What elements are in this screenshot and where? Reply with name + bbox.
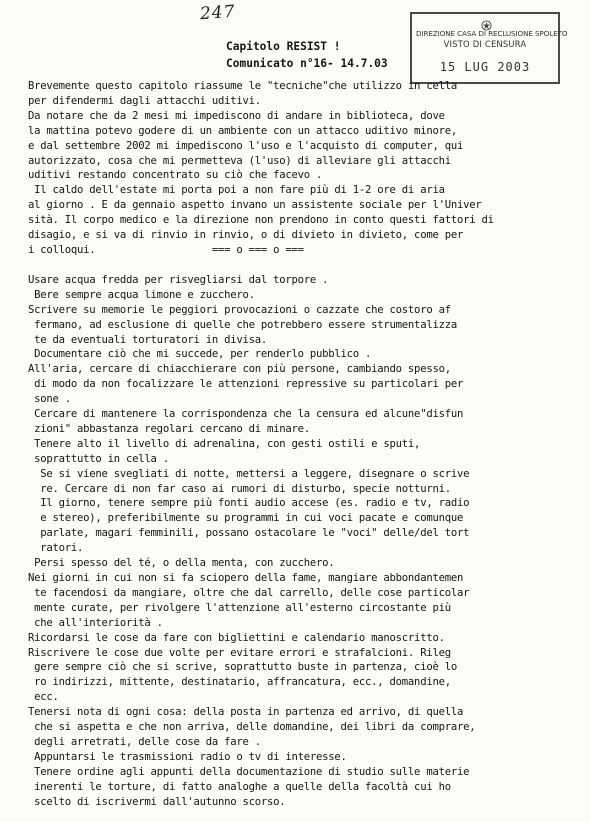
text-line: Tenersi nota di ogni cosa: della posta in partenza ed arrivo, di quella	[28, 706, 464, 719]
text-line: che si aspetta e che non arriva, delle domandine, dei libri da comprare,	[28, 721, 476, 734]
text-line: Brevemente questo capitolo riassume le "tecniche"che utilizzo in cella	[28, 80, 457, 92]
text-line: Cercare di mantenere la corrispondenza che la censura ed alcune"disfun	[28, 408, 464, 421]
text-line: sone .	[28, 393, 71, 406]
text-line: sità. Il corpo medico e la direzione non prendono in conto questi fattori di	[28, 214, 494, 227]
intro-section	[28, 79, 578, 258]
text-line: Usare acqua fredda per risvegliarsi dal torpore .	[28, 273, 329, 286]
text-line: Tenere alto il livello di adrenalina, con gesti ostili e sputi,	[28, 437, 421, 450]
censorship-stamp	[410, 12, 568, 84]
text-line: Bere sempre acqua limone e zucchero.	[28, 288, 255, 301]
text-line: Persi spesso del té, o della menta, con zucchero.	[28, 557, 335, 570]
text-line: te da eventuali torturatori in divisa.	[28, 333, 267, 346]
text-line: re. Cercare di non far caso ai rumori di disturbo, specie notturni.	[28, 482, 451, 495]
techniques-section	[28, 273, 578, 810]
text-line: Il giorno, tenere sempre più fonti audio accese (es. radio e tv, radio	[28, 497, 470, 510]
text-line: Tenere ordine agli appunti della documentazione di studio sulle materie	[28, 765, 470, 778]
text-line: la mattina potevo godere di un ambiente con un attacco uditivo minore,	[28, 124, 457, 137]
text-line: disagio, e si va di rinvio in rinvio, o di divieto in divieto, come per	[28, 229, 464, 242]
text-line: scelto di iscrivermi dall'autunno scorso.	[28, 795, 286, 808]
text-line: Riscrivere le cose due volte per evitare errori e strafalcioni. Rileg	[28, 646, 451, 659]
text-line: All'aria, cercare di chiacchierare con più persone, cambiando spesso,	[28, 363, 451, 376]
text-line: i colloqui. === o === o ===	[28, 243, 304, 256]
text-line: e stereo), preferibilmente su programmi in cui voci pacate e comunque	[28, 512, 464, 525]
document-body	[28, 79, 578, 810]
section-gap	[28, 258, 578, 273]
text-line: parlate, magari femminili, possano ostacolare le "voci" delle/del tort	[28, 527, 470, 540]
text-line: mente curate, per rivolgere l'attenzione all'esterno circostante più	[28, 601, 451, 614]
communique-number: Comunicato n°16- 14.7.03	[226, 57, 388, 70]
text-line: di modo da non focalizzare le attenzioni repressive su particolari per	[28, 378, 464, 391]
stamp-institution: DIREZIONE CASA DI RECLUSIONE SPOLETO	[416, 29, 568, 38]
text-line: ecc.	[28, 691, 59, 704]
text-line: te facendosi da mangiare, oltre che dal carrello, delle cose particolar	[28, 586, 470, 599]
text-line: zioni" abbastanza regolari cercano di minare.	[28, 422, 310, 435]
stamp-date: 15 LUG 2003	[439, 60, 531, 74]
text-line: ro indirizzi, mittente, destinatario, affrancatura, ecc., domandine,	[28, 676, 451, 689]
stamp-label: VISTO DI CENSURA	[443, 39, 527, 49]
text-line: per difendermi dagli attacchi uditivi.	[28, 94, 261, 107]
text-line: Scrivere su memorie le peggiori provocazioni o cazzate che costoro af	[28, 303, 451, 316]
text-line: e dal settembre 2002 mi impediscono l'uso e l'acquisto di computer, qui	[28, 139, 464, 152]
text-line: degli arretrati, delle cose da fare .	[28, 735, 261, 748]
text-line: soprattutto in cella .	[28, 452, 169, 465]
text-line: Nei giorni in cui non si fa sciopero della fame, mangiare abbondantemen	[28, 572, 464, 584]
text-line: che all'interiorità .	[28, 616, 163, 629]
chapter-title: Capitolo RESIST !	[226, 40, 341, 53]
text-line: inerenti le torture, di fatto analoghe a quelle della facoltà cui ho	[28, 780, 451, 793]
text-line: gere sempre ciò che si scrive, soprattutto buste in partenza, cioè lo	[28, 661, 457, 674]
handwritten-page-number: 247	[199, 1, 237, 25]
text-line: Appuntarsi le trasmissioni radio o tv di interesse.	[28, 750, 347, 763]
text-line: uditivi restando concentrato su ciò che facevo .	[28, 169, 323, 182]
text-line: ratori.	[28, 542, 84, 555]
text-line: Ricordarsi le cose da fare con bigliettini e calendario manoscritto.	[28, 631, 445, 644]
text-line: fermano, ad esclusione di quelle che potrebbero essere strumentalizza	[28, 318, 457, 331]
text-line: al giorno . E da gennaio aspetto invano un assistente sociale per l'Univer	[28, 199, 482, 212]
text-line: Se si viene svegliati di notte, mettersi a leggere, disegnare o scrive	[28, 467, 470, 480]
text-line: Da notare che da 2 mesi mi impediscono di andare in biblioteca, dove	[28, 109, 445, 122]
text-line: Documentare ciò che mi succede, per renderlo pubblico .	[28, 348, 372, 361]
text-line: Il caldo dell'estate mi porta poi a non fare più di 1-2 ore di aria	[28, 184, 445, 197]
text-line: autorizzato, cosa che mi permetteva (l'uso) di alleviare gli attacchi	[28, 154, 451, 167]
